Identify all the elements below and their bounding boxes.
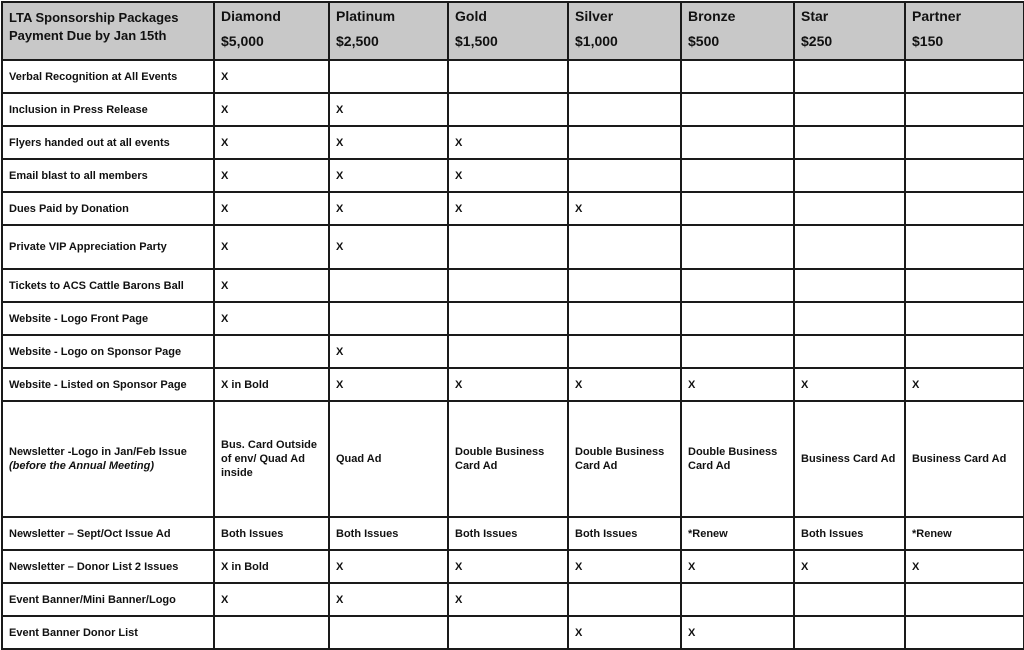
benefit-label — [2, 583, 214, 616]
benefit-label-text: Flyers handed out at all events — [9, 136, 170, 149]
benefit-cell: Business Card Ad — [905, 401, 1024, 517]
benefit-cell — [448, 60, 568, 93]
tier-header-partner — [905, 2, 1024, 60]
tier-price: $5,000 — [221, 33, 264, 49]
benefit-cell: X — [448, 126, 568, 159]
header-row — [2, 2, 1024, 60]
benefit-cell — [329, 302, 448, 335]
benefit-cell: X — [329, 550, 448, 583]
table-body — [2, 60, 1024, 649]
benefit-cell — [568, 335, 681, 368]
benefit-cell: X — [329, 368, 448, 401]
tier-header-platinum — [329, 2, 448, 60]
tier-name: Platinum — [336, 8, 396, 24]
benefit-cell — [568, 60, 681, 93]
table-row — [2, 368, 1024, 401]
benefit-cell: Quad Ad — [329, 401, 448, 517]
benefit-cell — [568, 583, 681, 616]
benefit-label — [2, 60, 214, 93]
benefit-cell — [681, 335, 794, 368]
benefit-cell: Both Issues — [448, 517, 568, 550]
benefit-label — [2, 225, 214, 269]
tier-name: Bronze — [688, 8, 736, 24]
benefit-cell — [794, 269, 905, 302]
benefit-label — [2, 159, 214, 192]
tier-name: Gold — [455, 8, 487, 24]
benefit-cell — [681, 159, 794, 192]
benefit-label-text: Verbal Recognition at All Events — [9, 70, 178, 83]
tier-name: Star — [801, 8, 829, 24]
benefit-cell: X — [681, 616, 794, 649]
tier-name: Silver — [575, 8, 614, 24]
benefit-cell — [448, 302, 568, 335]
benefit-cell — [214, 616, 329, 649]
benefit-cell: Double Business Card Ad — [448, 401, 568, 517]
benefit-label — [2, 401, 214, 517]
benefit-cell — [448, 269, 568, 302]
benefit-label-text: Tickets to ACS Cattle Barons Ball — [9, 279, 184, 292]
tier-price: $2,500 — [336, 33, 379, 49]
benefit-cell: X — [214, 302, 329, 335]
table-row — [2, 192, 1024, 225]
benefit-cell — [905, 335, 1024, 368]
benefit-label-text: Event Banner/Mini Banner/Logo — [9, 593, 176, 606]
tier-header-diamond — [214, 2, 329, 60]
benefit-label-text: Newsletter – Sept/Oct Issue Ad — [9, 527, 171, 540]
benefit-cell: X in Bold — [214, 368, 329, 401]
benefit-label-text: Newsletter -Logo in Jan/Feb Issue — [9, 446, 187, 458]
benefit-cell — [794, 616, 905, 649]
benefit-label-text: Email blast to all members — [9, 169, 148, 182]
benefit-cell: X — [214, 269, 329, 302]
benefit-cell — [905, 269, 1024, 302]
benefit-label — [2, 269, 214, 302]
benefit-cell: Double Business Card Ad — [681, 401, 794, 517]
benefit-cell — [568, 93, 681, 126]
table-row — [2, 93, 1024, 126]
table-row — [2, 583, 1024, 616]
benefit-cell: X — [329, 583, 448, 616]
benefit-cell: X — [448, 192, 568, 225]
benefit-cell — [681, 60, 794, 93]
benefit-cell: *Renew — [905, 517, 1024, 550]
tier-price: $1,000 — [575, 33, 618, 49]
benefit-label — [2, 126, 214, 159]
benefit-cell: Both Issues — [568, 517, 681, 550]
benefit-cell — [448, 93, 568, 126]
benefit-cell — [214, 335, 329, 368]
tier-name: Partner — [912, 8, 962, 24]
benefit-cell: X in Bold — [214, 550, 329, 583]
tier-header-gold — [448, 2, 568, 60]
benefit-cell: X — [794, 368, 905, 401]
benefit-cell: Bus. Card Outside of env/ Quad Ad inside — [214, 401, 329, 517]
benefit-cell — [794, 159, 905, 192]
tier-price: $250 — [801, 33, 833, 49]
benefit-cell: X — [329, 93, 448, 126]
benefit-cell — [794, 335, 905, 368]
benefit-cell: Both Issues — [794, 517, 905, 550]
benefit-cell: X — [448, 583, 568, 616]
benefit-cell: X — [905, 368, 1024, 401]
benefit-label-text: Inclusion in Press Release — [9, 103, 148, 116]
benefit-cell: X — [448, 159, 568, 192]
benefit-label — [2, 517, 214, 550]
benefit-cell: X — [214, 126, 329, 159]
tier-header-silver — [568, 2, 681, 60]
benefit-label — [2, 550, 214, 583]
benefit-label — [2, 302, 214, 335]
benefit-cell: X — [214, 192, 329, 225]
benefit-cell — [681, 583, 794, 616]
benefit-cell — [329, 60, 448, 93]
tier-name: Diamond — [221, 8, 281, 24]
table-row — [2, 225, 1024, 269]
table-row — [2, 517, 1024, 550]
benefit-cell: X — [329, 126, 448, 159]
benefit-cell: X — [448, 550, 568, 583]
benefit-cell: X — [329, 159, 448, 192]
benefit-cell: Both Issues — [214, 517, 329, 550]
benefit-cell — [568, 159, 681, 192]
table-row — [2, 126, 1024, 159]
benefit-cell — [905, 225, 1024, 269]
benefit-label — [2, 93, 214, 126]
benefit-cell: X — [214, 225, 329, 269]
benefit-cell — [794, 192, 905, 225]
table-title: LTA Sponsorship Packages Payment Due by Jan 15th — [2, 2, 214, 60]
benefit-cell — [681, 302, 794, 335]
benefit-cell — [905, 93, 1024, 126]
benefit-cell — [568, 302, 681, 335]
benefit-cell: X — [794, 550, 905, 583]
benefit-cell — [681, 225, 794, 269]
benefit-cell: Double Business Card Ad — [568, 401, 681, 517]
benefit-label-text: Website - Listed on Sponsor Page — [9, 378, 187, 391]
benefit-label — [2, 616, 214, 649]
sponsorship-table — [1, 1, 1024, 650]
benefit-cell — [905, 159, 1024, 192]
benefit-cell: X — [214, 583, 329, 616]
tier-header-star — [794, 2, 905, 60]
benefit-cell: Business Card Ad — [794, 401, 905, 517]
table-row — [2, 269, 1024, 302]
benefit-cell — [681, 93, 794, 126]
benefit-cell: X — [568, 616, 681, 649]
tier-header-bronze — [681, 2, 794, 60]
benefit-cell — [448, 616, 568, 649]
benefit-cell: X — [214, 159, 329, 192]
benefit-cell — [905, 126, 1024, 159]
benefit-cell: X — [329, 192, 448, 225]
benefit-label — [2, 368, 214, 401]
benefit-label-text: Newsletter – Donor List 2 Issues — [9, 560, 179, 573]
benefit-cell — [905, 60, 1024, 93]
benefit-cell: Both Issues — [329, 517, 448, 550]
benefit-cell — [905, 192, 1024, 225]
benefit-cell: X — [329, 335, 448, 368]
table-row — [2, 616, 1024, 649]
table-row — [2, 302, 1024, 335]
benefit-cell — [681, 269, 794, 302]
benefit-cell: X — [214, 60, 329, 93]
benefit-cell: X — [448, 368, 568, 401]
benefit-cell — [794, 302, 905, 335]
benefit-cell — [568, 126, 681, 159]
benefit-label-text: Private VIP Appreciation Party — [9, 241, 167, 253]
benefit-note: (before the Annual Meeting) — [9, 460, 155, 472]
benefit-cell: X — [568, 192, 681, 225]
benefit-cell: X — [329, 225, 448, 269]
benefit-cell — [905, 616, 1024, 649]
table-row — [2, 401, 1024, 517]
benefit-cell — [681, 192, 794, 225]
benefit-cell — [329, 616, 448, 649]
benefit-label-text: Event Banner Donor List — [9, 626, 138, 639]
benefit-cell: X — [568, 368, 681, 401]
benefit-cell — [905, 583, 1024, 616]
table-row — [2, 335, 1024, 368]
table-row — [2, 60, 1024, 93]
benefit-cell: X — [905, 550, 1024, 583]
benefit-cell: X — [568, 550, 681, 583]
benefit-cell — [568, 225, 681, 269]
benefit-cell — [568, 269, 681, 302]
benefit-cell — [794, 60, 905, 93]
tier-price: $500 — [688, 33, 720, 49]
benefit-label — [2, 335, 214, 368]
table-row — [2, 550, 1024, 583]
benefit-cell — [794, 126, 905, 159]
benefit-cell — [794, 225, 905, 269]
benefit-cell — [905, 302, 1024, 335]
benefit-cell — [794, 583, 905, 616]
benefit-label-text: Dues Paid by Donation — [9, 202, 129, 215]
benefit-cell: *Renew — [681, 517, 794, 550]
benefit-cell — [448, 335, 568, 368]
benefit-cell: X — [681, 368, 794, 401]
benefit-cell: X — [681, 550, 794, 583]
benefit-label — [2, 192, 214, 225]
benefit-cell — [448, 225, 568, 269]
tier-price: $1,500 — [455, 33, 498, 49]
benefit-label-text: Website - Logo on Sponsor Page — [9, 345, 182, 358]
benefit-cell — [794, 93, 905, 126]
table-row — [2, 159, 1024, 192]
benefit-cell: X — [214, 93, 329, 126]
benefit-cell — [329, 269, 448, 302]
benefit-cell — [681, 126, 794, 159]
tier-price: $150 — [912, 33, 944, 49]
benefit-label-text: Website - Logo Front Page — [9, 312, 149, 325]
